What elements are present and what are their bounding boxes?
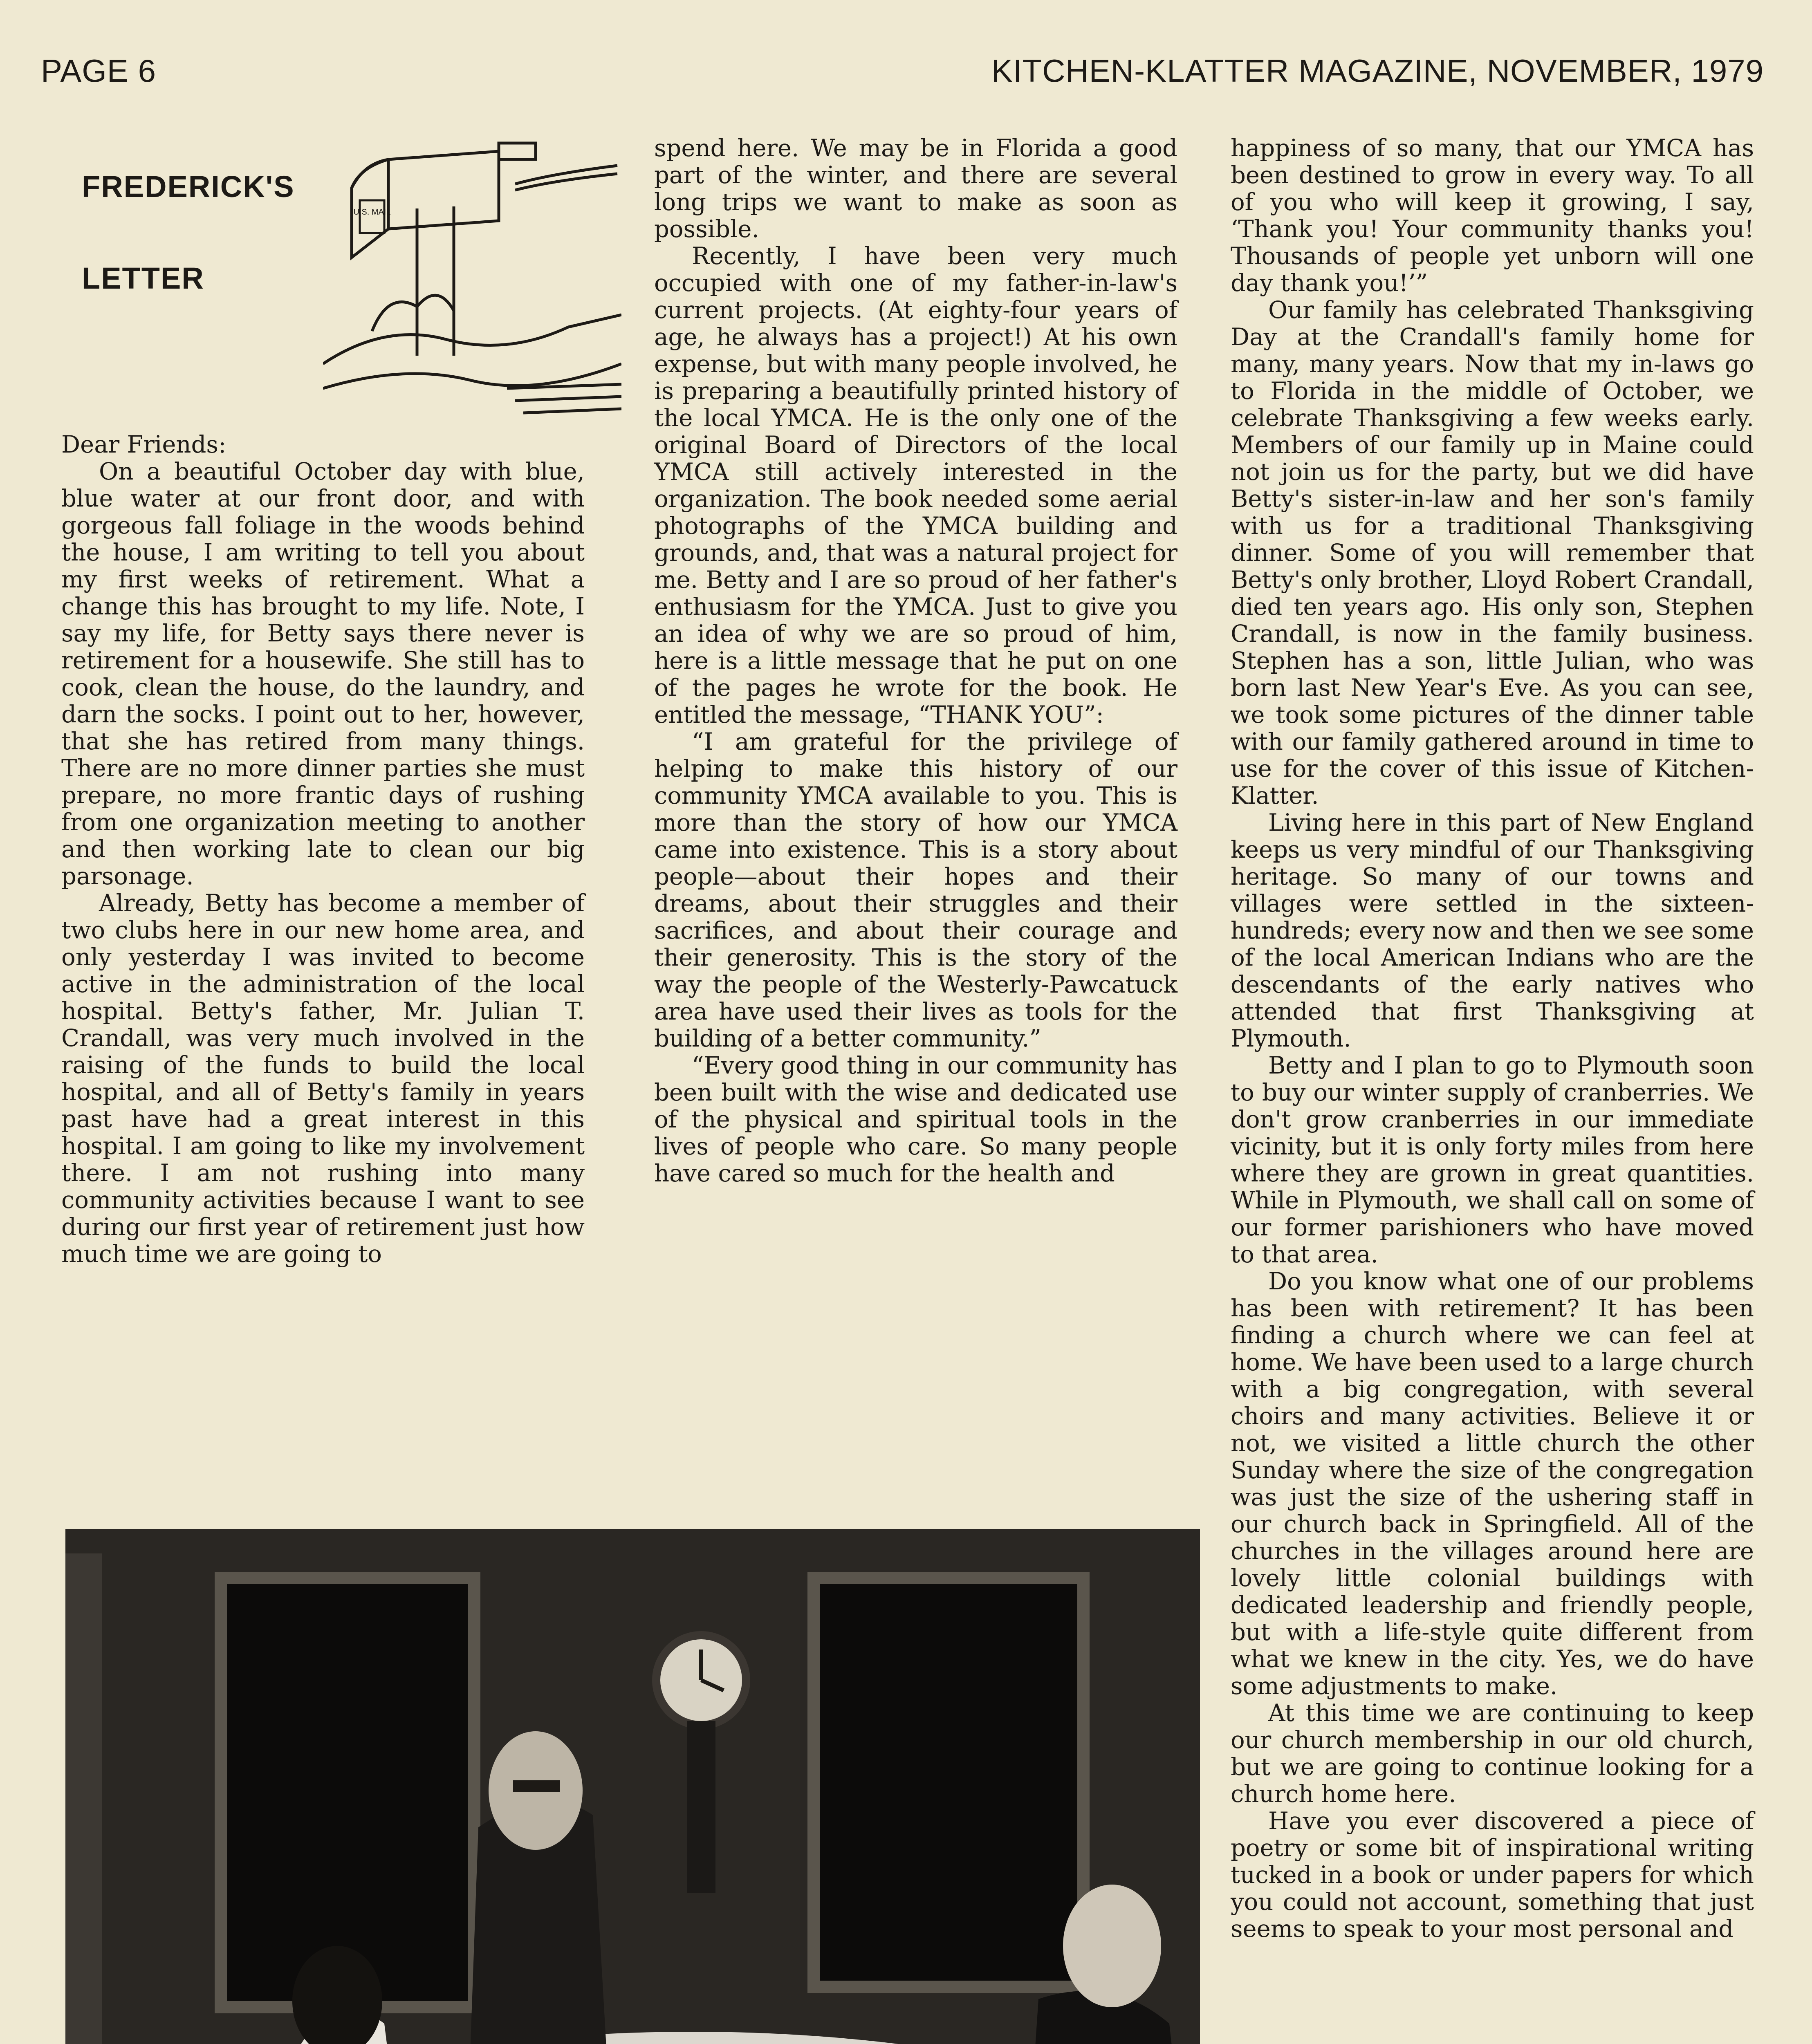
title-line-2: LETTER	[82, 261, 204, 295]
mailbox-illustration	[323, 135, 621, 433]
paragraph: Betty and I plan to go to Plymouth soon to buy our winter supply of cranberries. We don't grow cranberries in our immediate vicinity, but it is only forty miles from here where they are grown in great quantities. While in Plymouth, we shall call on some of our former parishioners who have moved to that area.	[1231, 1052, 1754, 1268]
mailbox-label: U.S. MAIL	[353, 208, 391, 217]
paragraph: Living here in this part of New England keeps us very mindful of our Thanksgiving heritage. So many of our towns and villages were settled in the sixteen-hundreds; every now and then we see some of the local American Indians who are the descendants of the early natives who attended that first Thanksgiving at Plymouth.	[1231, 809, 1754, 1052]
paragraph: On a beautiful October day with blue, blue water at our front door, and with gorgeous fall foliage in the woods behind the house, I am writing to tell you about my first weeks of retirement. What a change this has brought to my life. Note, I say my life, for Betty says there never is retirement for a housewife. She still has to cook, clean the house, do the laundry, and darn the socks. I point out to her, however, that she has retired from many things. There are no more dinner parties she must prepare, no more frantic days of rushing from one organization meeting to another and then working late to clean our big parsonage.	[61, 458, 585, 890]
paragraph: spend here. We may be in Florida a good part of the winter, and there are several long trips we want to make as soon as possible.	[654, 134, 1177, 243]
column-1	[61, 431, 585, 1268]
column-3	[1231, 135, 1754, 1943]
paragraph: Our family has celebrated Thanksgiving Day at the Crandall's family home for many, many years. Now that my in-laws go to Florida in the middle of October, we celebrate Thanksgiving a few weeks early. Members of our family up in Maine could not join us for the party, but we did have Betty's sister-in-law and her son's family with us for a traditional Thanksgiving dinner. Some of you will remember that Betty's only brother, Lloyd Robert Crandall, died ten years ago. His only son, Stephen Crandall, is now in the family business. Stephen has a son, little Julian, who was born last New Year's Eve. As you can see, we took some pictures of the dinner table with our family gathered around in time to use for the cover of this issue of Kitchen-Klatter.	[1231, 296, 1754, 809]
page-header-right: KITCHEN-KLATTER MAGAZINE, NOVEMBER, 1979	[991, 53, 1764, 89]
paragraph: Recently, I have been very much occupied with one of my father-in-law's current projects. (At eighty-four years of age, he always has a project!) At his own expense, but with many people involved, he is preparing a beautifully printed history of the local YMCA. He is the only one of the original Board of Directors of the local YMCA still actively interested in the organization. The book needed some aerial photographs of the YMCA building and grounds, and, that was a natural project for me. Betty and I are so proud of her father's enthusiasm for the YMCA. Just to give you an idea of why we are so proud of him, here is a little message that he put on one of the pages he wrote for the book. He entitled the message, “THANK YOU”:	[654, 242, 1177, 728]
paragraph: “I am grateful for the privilege of helping to make this history of our community YMCA available to you. This is more than the story of how our YMCA came into existence. This is a story about people—about their hopes and their dreams, about their struggles and their sacrifices, and about their courage and their generosity. This is the story of the way the people of the Westerly-Pawcatuck area have used their lives as tools for the building of a better community.”	[654, 728, 1177, 1052]
paragraph: happiness of so many, that our YMCA has been destined to grow in every way. To all of you who will keep it growing, I say, ‘Thank you! Your community thanks you! Thousands of people yet unborn will one day thank you!’”	[1231, 134, 1754, 297]
paragraph: Have you ever discovered a piece of poetry or some bit of inspirational writing tucked in a book or under papers for which you could not account, something that just seems to speak to your most personal and	[1231, 1807, 1754, 1943]
paragraph: Already, Betty has become a member of two clubs here in our new home area, and only yesterday I was invited to become active in the administration of the local hospital. Betty's father, Mr. Julian T. Crandall, was very much involved in the raising of the funds to build the local hospital, and all of Betty's family in years past have had a great interest in this hospital. I am going to like my involvement there. I am not rushing into many community activities because I want to see during our first year of retirement just how much time we are going to	[61, 890, 585, 1268]
salutation: Dear Friends:	[61, 431, 226, 458]
column-2	[654, 135, 1177, 1187]
page-header-left: PAGE 6	[41, 53, 157, 89]
paragraph: At this time we are continuing to keep our church membership in our old church, but we are going to continue looking for a church home here.	[1231, 1699, 1754, 1808]
paragraph: Do you know what one of our problems has been with retirement? It has been finding a church where we can feel at home. We have been used to a large church with a big congregation, with several choirs and many activities. Believe it or not, we visited a little church the other Sunday where the size of the congregation was just the size of the ushering staff in our church back in Springfield. All of the churches in the villages around here are lovely little colonial buildings with dedicated leadership and friendly people, but with a life-style quite different from what we knew in the city. Yes, we do have some adjustments to make.	[1231, 1268, 1754, 1700]
title-line-1: FREDERICK'S	[82, 170, 295, 204]
paragraph: “Every good thing in our community has been built with the wise and dedicated use of the physical and spiritual tools in the lives of people who care. So many people have cared so much for the health and	[654, 1052, 1177, 1187]
dinner-photo	[65, 1529, 1200, 2044]
dinner-photo-drawing	[65, 1529, 1200, 2044]
article-title	[82, 172, 295, 294]
